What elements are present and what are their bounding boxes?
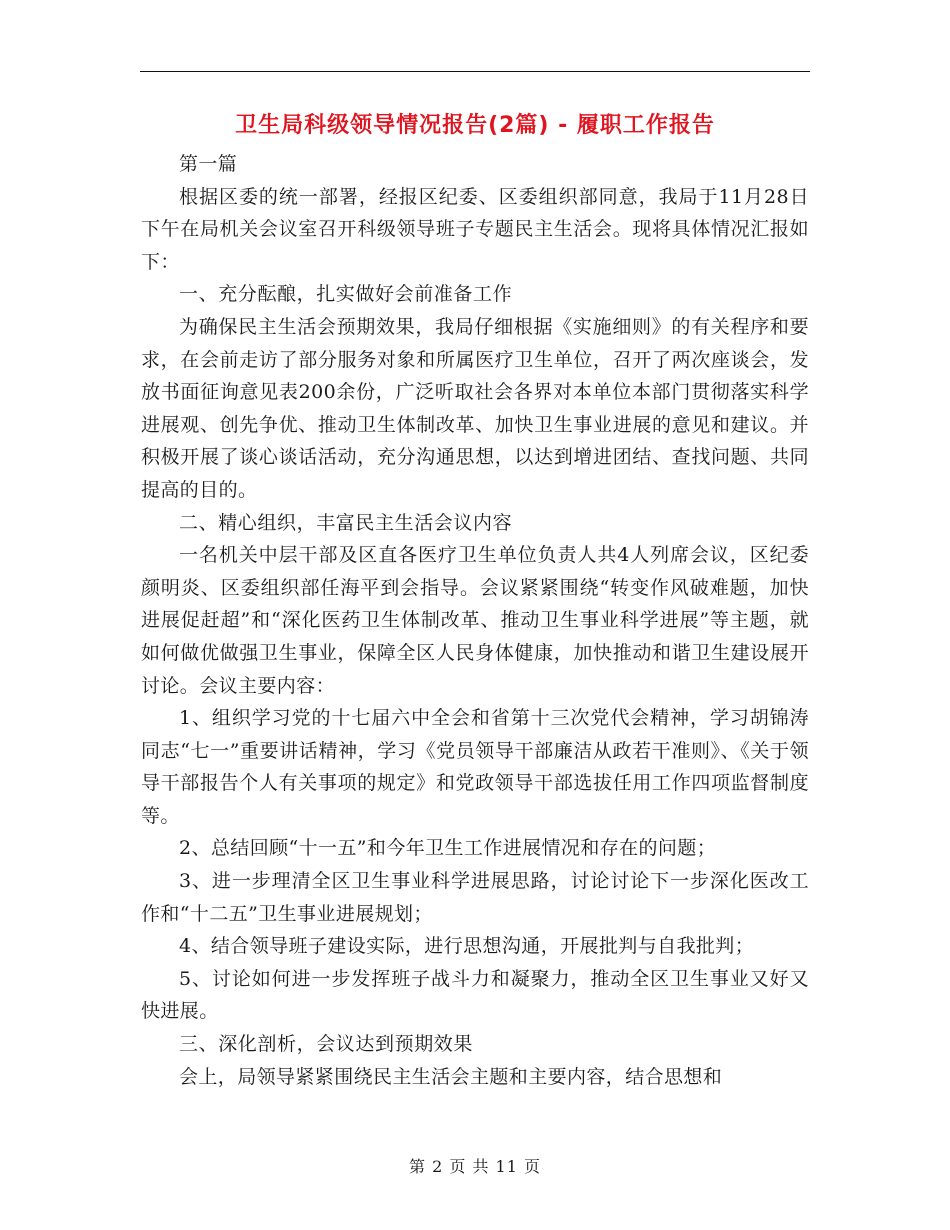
body-paragraph: 根据区委的统一部署，经报区纪委、区委组织部同意，我局于11月28日下午在局机关会议室召开科级领导班子专题民主生活会。现将具体情况汇报如下： [141, 185, 809, 273]
section-heading: 三、深化剖析，会议达到预期效果 [179, 1033, 474, 1056]
list-item: 2、总结回顾“十一五”和今年卫生工作进展情况和存在的问题； [179, 837, 717, 860]
list-item: 5、讨论如何进一步发挥班子战斗力和凝聚力，推动全区卫生事业又好又快进展。 [141, 967, 809, 1023]
section-heading: 一、充分酝酿，扎实做好会前准备工作 [179, 283, 513, 306]
header-rule [140, 71, 810, 72]
list-item: 1、组织学习党的十七届六中全会和省第十三次党代会精神，学习胡锦涛同志“七一”重要讲话精神，学习《党员领导干部廉洁从政若干准则》、《关于领导干部报告个人有关事项的规定》和党政领导干部选拔任用工作四项监督制度等。 [141, 707, 809, 827]
list-item: 3、进一步理清全区卫生事业科学进展思路，讨论讨论下一步深化医改工作和“十二五”卫生事业进展规划； [141, 870, 809, 925]
body-paragraph: 会上，局领导紧紧围绕民主生活会主题和主要内容，结合思想和 [179, 1065, 723, 1088]
body-paragraph: 一名机关中层干部及区直各医疗卫生单位负责人共4人列席会议，区纪委颜明炎、区委组织部任海平到会指导。会议紧紧围绕“转变作风破难题，加快进展促赶超”和“深化医药卫生体制改革、推动卫生事业科学进展”等主题，就如何做优做强卫生事业，保障全区人民身体健康，加快推动和谐卫生建设展开讨论。会议主要内容： [141, 544, 809, 697]
page-number: 第 2 页 共 11 页 [409, 1157, 541, 1176]
document-body [141, 148, 809, 1093]
section-heading: 二、精心组织，丰富民主生活会议内容 [179, 511, 513, 534]
section-label: 第一篇 [179, 153, 238, 175]
document-title: 卫生局科级领导情况报告(2篇) - 履职工作报告 [235, 113, 715, 138]
body-paragraph: 为确保民主生活会预期效果，我局仔细根据《实施细则》的有关程序和要求，在会前走访了部分服务对象和所属医疗卫生单位，召开了两次座谈会，发放书面征询意见表200余份，广泛听取社会各界对本单位本部门贯彻落实科学进展观、创先争优、推动卫生体制改革、加快卫生事业进展的意见和建议。并积极开展了谈心谈话活动，充分沟通思想，以达到增进团结、查找问题、共同提高的目的。 [141, 315, 809, 501]
list-item: 4、结合领导班子建设实际，进行思想沟通，开展批判与自我批判； [179, 935, 755, 958]
